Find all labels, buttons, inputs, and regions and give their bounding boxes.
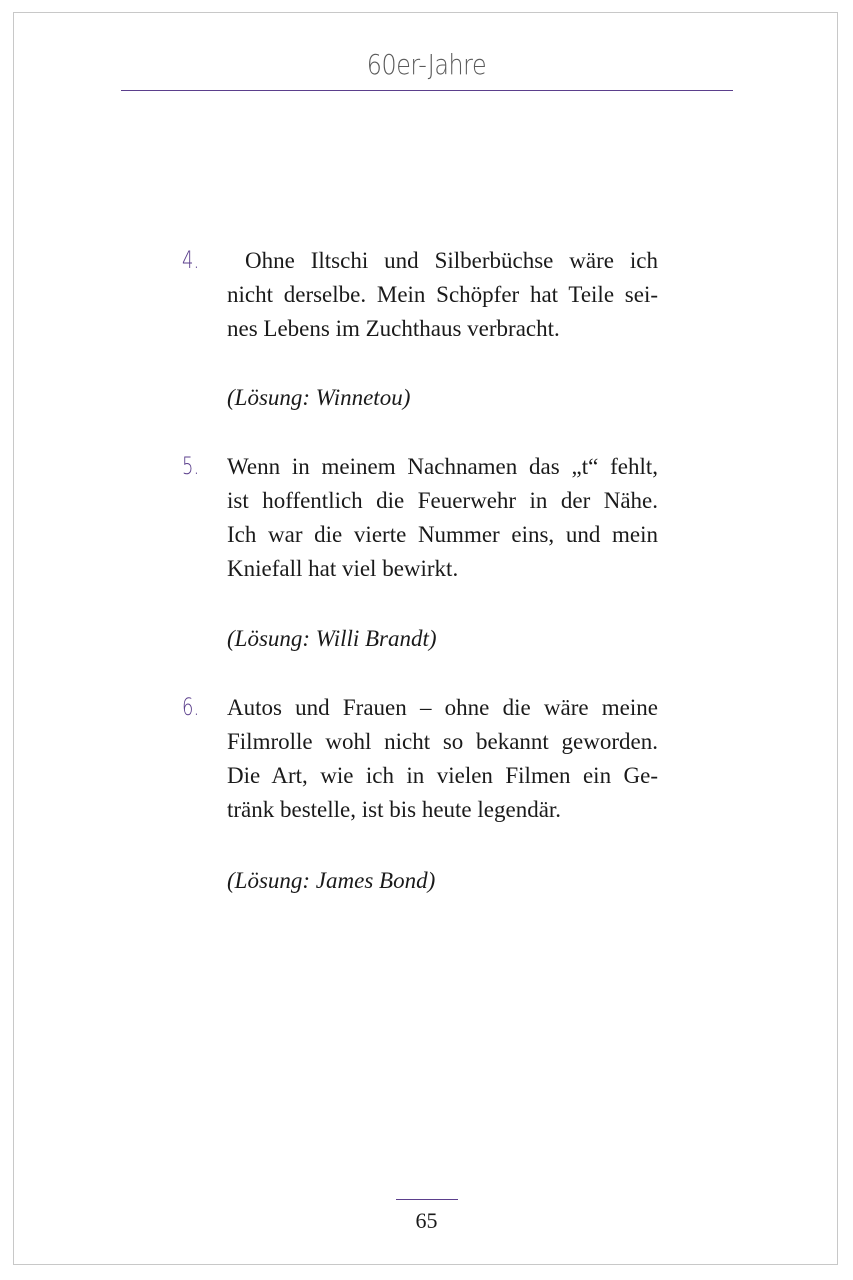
riddle-solution: (Lösung: Willi Brandt) xyxy=(227,626,437,651)
riddle-text-line: Ohne Iltschi und Silberbüchse wäre ich xyxy=(245,248,658,273)
riddle-text-line: tränk bestelle, ist bis heute legendär. xyxy=(227,797,562,822)
riddle-text-line: nes Lebens im Zuchthaus verbracht. xyxy=(227,316,560,341)
riddle-solution: (Lösung: Winnetou) xyxy=(227,385,411,410)
riddle-text-line: Die Art, wie ich in vielen Filmen ein Ge- xyxy=(227,763,658,788)
riddle-number: 4. xyxy=(182,246,200,274)
riddle-text-line: Ich war die vierte Nummer eins, und mein xyxy=(227,522,658,547)
footer-rule xyxy=(396,1199,458,1200)
riddle-text-line: Wenn in meinem Nachnamen das „t“ fehlt, xyxy=(227,454,658,479)
riddle-text-line: ist hoffentlich die Feuerwehr in der Nähe. xyxy=(227,488,658,513)
riddle-solution: (Lösung: James Bond) xyxy=(227,868,436,893)
running-header-title: 60er-Jahre xyxy=(366,48,487,81)
header-rule xyxy=(121,90,733,91)
riddle-number: 5. xyxy=(182,452,200,480)
riddle-text-line: nicht derselbe. Mein Schöpfer hat Teile sei- xyxy=(227,282,658,307)
riddle-text-line: Autos und Frauen – ohne die wäre meine xyxy=(227,695,658,720)
riddle-text-line: Kniefall hat viel bewirkt. xyxy=(227,556,459,581)
page-number: 65 xyxy=(415,1208,438,1233)
riddle-number: 6. xyxy=(182,693,200,721)
riddle-text-line: Filmrolle wohl nicht so bekannt geworden. xyxy=(227,729,658,754)
